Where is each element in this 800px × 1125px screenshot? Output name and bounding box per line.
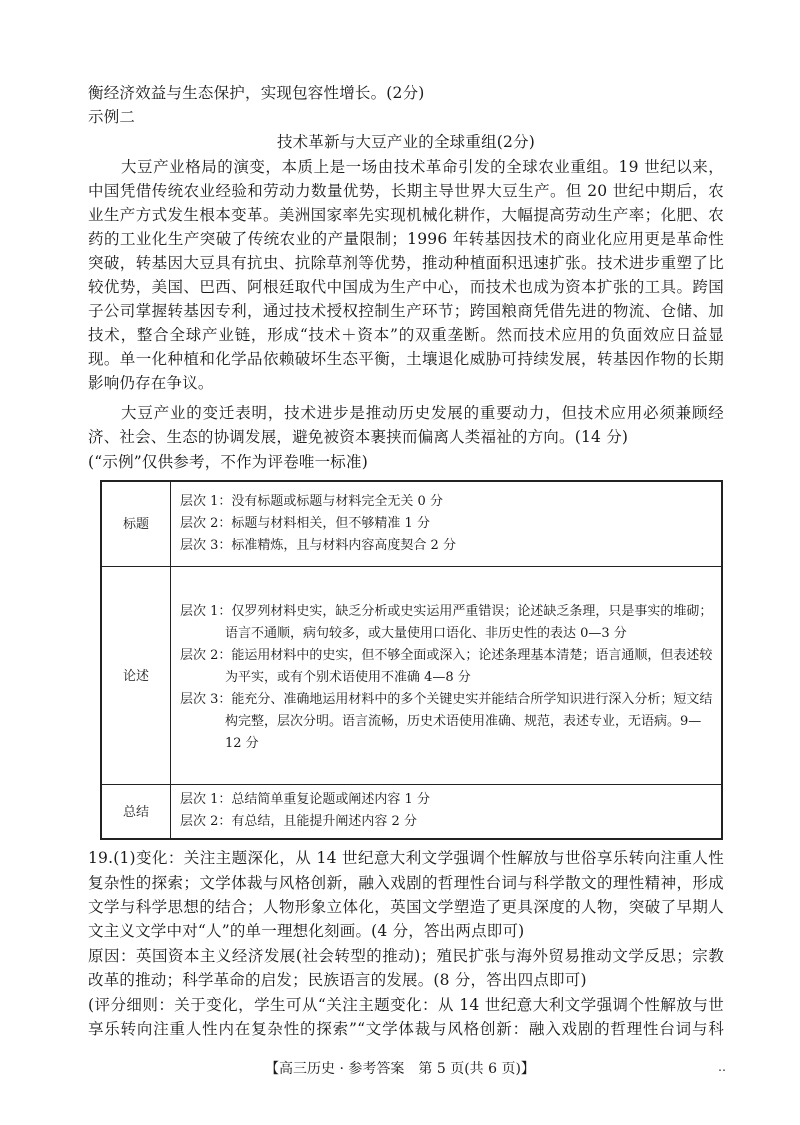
- q19-line-2: 复杂性的探索；文学体裁与风格创新，融入戏剧的哲理性台词与科学散文的理性精神，形成: [88, 874, 724, 892]
- q19-line-6: 改革的推动；科学革命的启发；民族语言的发展。(8 分，答出四点即可): [88, 971, 587, 989]
- rubric-title-level-1: 层次 1：没有标题或标题与材料完全无关 0 分: [180, 494, 443, 509]
- essay-line-2: 中国凭借传统农业经验和劳动力数量优势，长期主导世界大豆生产。但 20 世纪中期后，农: [88, 182, 724, 200]
- q19-line-7: (评分细则：关于变化，学生可从“关注主题变化：从 14 世纪意大利文学强调个性解放与世: [88, 996, 724, 1014]
- top-line-1: 衡经济效益与生态保护，实现包容性增长。(2分): [88, 84, 425, 102]
- conclusion-line-2: 济、社会、生态的协调发展，避免被资本裹挟而偏离人类福祉的方向。(14 分): [88, 428, 629, 446]
- reference-note: (“示例”仅供参考，不作为评卷唯一标准): [88, 453, 368, 471]
- rubric-argument-level-2: 层次 2：能运用材料中的史实，但不够全面或深入；论述条理基本清楚；语言通顺，但表述较为平实，或有个别术语使用不准确 4—8 分: [180, 648, 713, 685]
- page-footer: 【高三历史 · 参考答案 第 5 页(共 6 页)】: [265, 1061, 535, 1077]
- essay-line-10: 影响仍存在争议。: [88, 374, 214, 392]
- q19-line-1: 19.(1)变化：关注主题深化，从 14 世纪意大利文学强调个性解放与世俗享乐转向注重人性: [88, 849, 724, 867]
- rubric-argument-levels: [180, 601, 715, 755]
- q19-line-8: 享乐转向注重人性内在复杂性的探索”“文学体裁与风格创新：融入戏剧的哲理性台词与科: [88, 1020, 724, 1038]
- essay-line-9: 现。单一化种植和化学品依赖破坏生态平衡，土壤退化威胁可持续发展，转基因作物的长期: [88, 350, 724, 368]
- rubric-category-argument: 论述: [122, 669, 149, 684]
- corner-mark: ‥: [718, 1060, 727, 1074]
- rubric-row-summary: [102, 785, 721, 838]
- essay-title: 技术革新与大豆产业的全球重组(2分): [276, 133, 536, 151]
- essay-line-1: 大豆产业格局的演变，本质上是一场由技术革命引发的全球农业重组。19 世纪以来，: [121, 158, 724, 176]
- essay-line-8: 技术，整合全球产业链，形成“技术＋资本”的双重垄断。然而技术应用的负面效应日益显: [88, 326, 724, 344]
- q19-line-5: 原因：英国资本主义经济发展(社会转型的推动)；殖民扩张与海外贸易推动文学反思；宗教: [88, 947, 724, 965]
- rubric-summary-level-1: 层次 1：总结简单重复论题或阐述内容 1 分: [180, 792, 430, 807]
- rubric-title-levels: [180, 491, 715, 557]
- rubric-row-argument: [102, 567, 721, 785]
- rubric-row-title: [102, 482, 721, 567]
- essay-line-7: 子公司掌握转基因专利，通过技术授权控制生产环节；跨国粮商凭借先进的物流、仓储、加: [88, 302, 724, 320]
- rubric-summary-level-2: 层次 2：有总结，且能提升阐述内容 2 分: [180, 814, 417, 829]
- q19-line-3: 文学与科学思想的结合；人物形象立体化，英国文学塑造了更具深度的人物，突破了早期人: [88, 898, 724, 916]
- rubric-summary-levels: [180, 789, 715, 833]
- conclusion-line-1: 大豆产业的变迁表明，技术进步是推动历史发展的重要动力，但技术应用必须兼顾经: [121, 404, 724, 422]
- rubric-category-summary: 总结: [122, 805, 149, 820]
- essay-line-4: 药的工业化生产突破了传统农业的产量限制；1996 年转基因技术的商业化应用更是革命性: [88, 230, 724, 248]
- rubric-title-level-3: 层次 3：标准精炼，且与材料内容高度契合 2 分: [180, 538, 456, 553]
- rubric-argument-level-3: 层次 3：能充分、准确地运用材料中的多个关键史实并能结合所学知识进行深入分析；短文结构完整，层次分明。语言流畅，历史术语使用准确、规范，表述专业，无语病。9—12 分: [180, 692, 713, 751]
- rubric-argument-level-1: 层次 1：仅罗列材料史实，缺乏分析或史实运用严重错误；论述缺乏条理，只是事实的堆砌；语言不通顺，病句较多，或大量使用口语化、非历史性的表达 0—3 分: [180, 604, 713, 641]
- essay-line-5: 突破，转基因大豆具有抗虫、抗除草剂等优势，推动种植面积迅速扩张。技术进步重塑了比: [88, 254, 724, 272]
- rubric-table: [100, 480, 723, 840]
- q19-line-4: 文主义文学中对“人”的单一理想化刻画。(4 分，答出两点即可): [88, 922, 525, 940]
- rubric-title-level-2: 层次 2：标题与材料相关，但不够精准 1 分: [180, 516, 430, 531]
- essay-line-6: 较优势，美国、巴西、阿根廷取代中国成为生产中心，而技术也成为资本扩张的工具。跨国: [88, 278, 724, 296]
- essay-line-3: 业生产方式发生根本变革。美洲国家率先实现机械化耕作，大幅提高劳动生产率；化肥、农: [88, 206, 724, 224]
- top-line-2: 示例二: [88, 108, 136, 126]
- rubric-category-title: 标题: [122, 517, 149, 532]
